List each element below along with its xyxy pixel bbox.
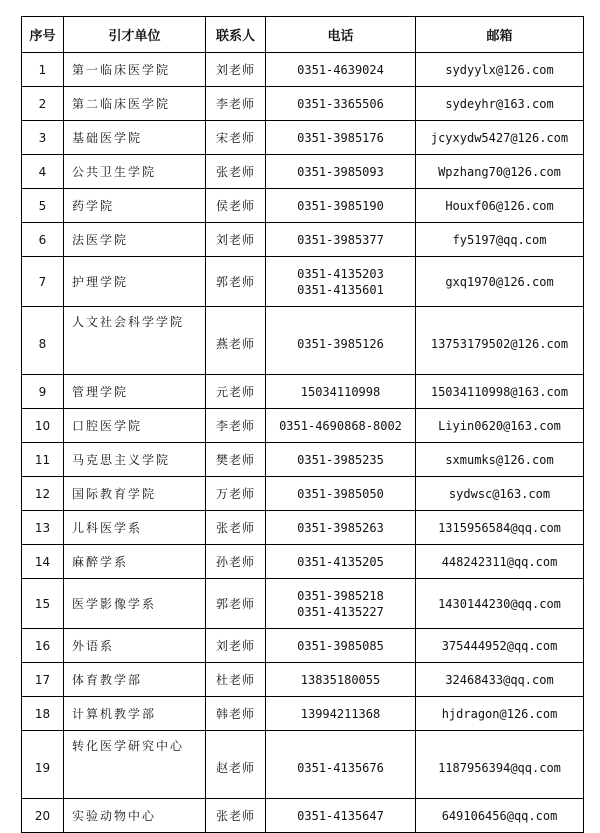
contact-person: 赵老师 xyxy=(206,731,266,799)
row-number: 12 xyxy=(22,477,64,511)
table-row xyxy=(22,189,584,223)
email-cell xyxy=(416,155,584,189)
column-header-unit: 引才单位 xyxy=(64,17,206,53)
email-cell xyxy=(416,443,584,477)
row-number: 10 xyxy=(22,409,64,443)
table-row xyxy=(22,629,584,663)
row-number: 2 xyxy=(22,87,64,121)
row-number: 17 xyxy=(22,663,64,697)
table-row xyxy=(22,375,584,409)
table-row xyxy=(22,87,584,121)
row-number: 6 xyxy=(22,223,64,257)
phone-number: 13835180055 xyxy=(300,672,381,687)
email-cell xyxy=(416,697,584,731)
phone-number: 0351-4135676 xyxy=(297,761,384,775)
unit-name: 体育教学部 xyxy=(64,663,206,697)
phone-number: 0351-3985176 xyxy=(297,130,384,145)
table-row xyxy=(22,511,584,545)
email-cell xyxy=(416,189,584,223)
row-number: 1 xyxy=(22,53,64,87)
table-row xyxy=(22,155,584,189)
phone-cell xyxy=(266,443,416,477)
phone-number: 0351-3985190 xyxy=(297,198,384,213)
unit-name: 口腔医学院 xyxy=(64,409,206,443)
contact-table xyxy=(21,16,584,833)
unit-name: 马克思主义学院 xyxy=(64,443,206,477)
phone-number: 0351-3985085 xyxy=(297,638,384,653)
email-address: 32468433@qq.com xyxy=(445,672,554,687)
phone-cell xyxy=(266,697,416,731)
contact-person: 燕老师 xyxy=(206,307,266,375)
unit-name: 第二临床医学院 xyxy=(64,87,206,121)
email-cell xyxy=(416,731,584,799)
phone-number: 0351-3985218 xyxy=(297,588,384,603)
phone-number: 0351-3365506 xyxy=(297,96,384,111)
row-number: 4 xyxy=(22,155,64,189)
email-address: gxq1970@126.com xyxy=(445,274,554,289)
email-address: Liyin0620@163.com xyxy=(438,418,561,433)
email-cell xyxy=(416,375,584,409)
phone-cell xyxy=(266,477,416,511)
column-header-phone: 电话 xyxy=(266,17,416,53)
row-number: 3 xyxy=(22,121,64,155)
contact-person: 侯老师 xyxy=(206,189,266,223)
contact-person: 刘老师 xyxy=(206,53,266,87)
contact-person: 刘老师 xyxy=(206,629,266,663)
row-number: 5 xyxy=(22,189,64,223)
phone-number: 0351-3985235 xyxy=(297,452,384,467)
phone-cell xyxy=(266,307,416,375)
phone-number: 0351-3985050 xyxy=(297,486,384,501)
unit-name: 国际教育学院 xyxy=(64,477,206,511)
email-cell xyxy=(416,257,584,307)
table-row xyxy=(22,121,584,155)
phone-cell xyxy=(266,223,416,257)
phone-number: 0351-3985377 xyxy=(297,232,384,247)
email-address: Houxf06@126.com xyxy=(445,198,554,213)
unit-name: 第一临床医学院 xyxy=(64,53,206,87)
unit-name: 实验动物中心 xyxy=(64,799,206,833)
email-cell xyxy=(416,545,584,579)
phone-cell xyxy=(266,155,416,189)
contact-person: 杜老师 xyxy=(206,663,266,697)
phone-number: 0351-4135205 xyxy=(297,554,384,569)
phone-number: 15034110998 xyxy=(300,384,381,399)
unit-name: 医学影像学系 xyxy=(64,579,206,629)
phone-number: 0351-4135203 xyxy=(297,266,384,281)
unit-name: 转化医学研究中心 xyxy=(64,731,206,799)
unit-name: 护理学院 xyxy=(64,257,206,307)
unit-name: 外语系 xyxy=(64,629,206,663)
phone-number: 0351-4135647 xyxy=(297,808,384,823)
table-row xyxy=(22,697,584,731)
phone-cell xyxy=(266,799,416,833)
table-row xyxy=(22,307,584,375)
phone-number: 0351-4690868-8002 xyxy=(279,418,402,433)
table-row xyxy=(22,731,584,799)
row-number: 8 xyxy=(22,307,64,375)
column-header-no: 序号 xyxy=(22,17,64,53)
email-address: Wpzhang70@126.com xyxy=(438,164,561,179)
table-row xyxy=(22,545,584,579)
email-cell xyxy=(416,87,584,121)
contact-person: 刘老师 xyxy=(206,223,266,257)
phone-cell xyxy=(266,375,416,409)
email-cell xyxy=(416,53,584,87)
row-number: 11 xyxy=(22,443,64,477)
phone-cell xyxy=(266,731,416,799)
phone-cell xyxy=(266,121,416,155)
phone-cell xyxy=(266,257,416,307)
email-cell xyxy=(416,121,584,155)
contact-person: 张老师 xyxy=(206,511,266,545)
row-number: 16 xyxy=(22,629,64,663)
contact-person: 张老师 xyxy=(206,799,266,833)
row-number: 18 xyxy=(22,697,64,731)
email-address: 375444952@qq.com xyxy=(441,638,558,653)
table-row xyxy=(22,579,584,629)
phone-number: 13994211368 xyxy=(300,706,381,721)
phone-number: 0351-3985263 xyxy=(297,520,384,535)
contact-person: 李老师 xyxy=(206,87,266,121)
unit-name: 管理学院 xyxy=(64,375,206,409)
table-row xyxy=(22,443,584,477)
contact-person: 韩老师 xyxy=(206,697,266,731)
email-cell xyxy=(416,629,584,663)
row-number: 7 xyxy=(22,257,64,307)
row-number: 9 xyxy=(22,375,64,409)
table-row xyxy=(22,477,584,511)
contact-person: 宋老师 xyxy=(206,121,266,155)
email-address: 649106456@qq.com xyxy=(441,808,558,823)
phone-cell xyxy=(266,629,416,663)
row-number: 13 xyxy=(22,511,64,545)
contact-person: 樊老师 xyxy=(206,443,266,477)
email-cell xyxy=(416,799,584,833)
phone-cell xyxy=(266,545,416,579)
email-address: 15034110998@163.com xyxy=(430,384,569,399)
row-number: 15 xyxy=(22,579,64,629)
unit-name: 人文社会科学学院 xyxy=(64,307,206,375)
phone-cell xyxy=(266,87,416,121)
contact-person: 万老师 xyxy=(206,477,266,511)
phone-cell xyxy=(266,189,416,223)
phone-cell xyxy=(266,53,416,87)
phone-number: 0351-3985093 xyxy=(297,164,384,179)
column-header-contact: 联系人 xyxy=(206,17,266,53)
phone-number: 0351-3985126 xyxy=(297,337,384,351)
email-cell xyxy=(416,477,584,511)
email-address: 13753179502@126.com xyxy=(430,337,569,351)
table-header-row xyxy=(22,17,584,53)
row-number: 19 xyxy=(22,731,64,799)
table-row xyxy=(22,53,584,87)
unit-name: 公共卫生学院 xyxy=(64,155,206,189)
email-address: sydwsc@163.com xyxy=(448,486,551,501)
email-address: fy5197@qq.com xyxy=(452,232,547,247)
email-address: sydeyhr@163.com xyxy=(445,96,554,111)
table-row xyxy=(22,663,584,697)
phone-cell xyxy=(266,409,416,443)
email-cell xyxy=(416,511,584,545)
email-cell xyxy=(416,409,584,443)
phone-cell xyxy=(266,579,416,629)
email-address: 1187956394@qq.com xyxy=(438,761,561,775)
contact-person: 元老师 xyxy=(206,375,266,409)
row-number: 14 xyxy=(22,545,64,579)
table-row xyxy=(22,257,584,307)
unit-name: 计算机教学部 xyxy=(64,697,206,731)
phone-number-secondary: 0351-4135227 xyxy=(297,604,384,619)
phone-number: 0351-4639024 xyxy=(297,62,384,77)
email-address: sydyylx@126.com xyxy=(445,62,554,77)
email-cell xyxy=(416,223,584,257)
email-address: 1315956584@qq.com xyxy=(438,520,561,535)
email-address: sxmumks@126.com xyxy=(445,452,554,467)
contact-person: 郭老师 xyxy=(206,579,266,629)
phone-number-secondary: 0351-4135601 xyxy=(297,282,384,297)
phone-cell xyxy=(266,663,416,697)
phone-cell xyxy=(266,511,416,545)
unit-name: 儿科医学系 xyxy=(64,511,206,545)
contact-person: 张老师 xyxy=(206,155,266,189)
column-header-email: 邮箱 xyxy=(416,17,584,53)
email-address: jcyxydw5427@126.com xyxy=(430,130,569,145)
table-row xyxy=(22,223,584,257)
contact-person: 孙老师 xyxy=(206,545,266,579)
email-address: 448242311@qq.com xyxy=(441,554,558,569)
unit-name: 法医学院 xyxy=(64,223,206,257)
table-body xyxy=(22,53,584,833)
unit-name: 药学院 xyxy=(64,189,206,223)
unit-name: 麻醉学系 xyxy=(64,545,206,579)
email-address: 1430144230@qq.com xyxy=(438,596,561,611)
email-cell xyxy=(416,663,584,697)
unit-name: 基础医学院 xyxy=(64,121,206,155)
email-cell xyxy=(416,307,584,375)
email-address: hjdragon@126.com xyxy=(441,706,558,721)
contact-person: 李老师 xyxy=(206,409,266,443)
email-cell xyxy=(416,579,584,629)
table-row xyxy=(22,799,584,833)
row-number: 20 xyxy=(22,799,64,833)
contact-person: 郭老师 xyxy=(206,257,266,307)
table-row xyxy=(22,409,584,443)
